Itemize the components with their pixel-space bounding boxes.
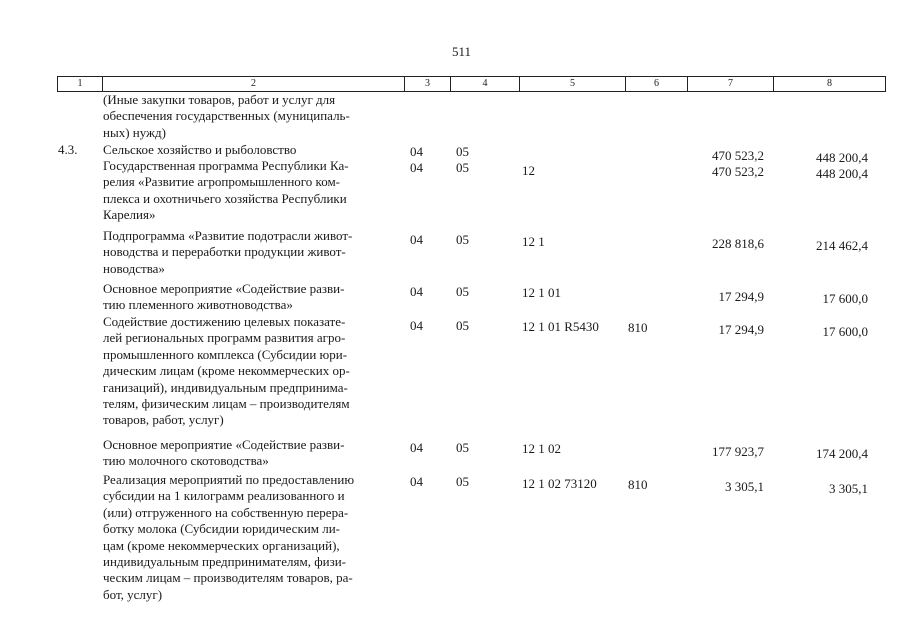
description-line: ганизаций), индивидуальным предпринима- bbox=[103, 379, 348, 395]
row-description bbox=[103, 281, 398, 314]
description-line: промышленного комплекса (Субсидии юри- bbox=[103, 346, 348, 362]
description-line: бот, услуг) bbox=[103, 586, 163, 602]
description-line: дическим лицам (кроме некоммерческих ор- bbox=[103, 363, 350, 379]
description-line: Государственная программа Республики Ка- bbox=[103, 158, 349, 173]
cell-expense-type: 810 bbox=[628, 477, 648, 492]
cell-target-code: 12 1 bbox=[522, 234, 545, 249]
description-line: обеспечения государственных (муниципаль- bbox=[103, 108, 350, 124]
row-description bbox=[103, 472, 398, 603]
cell-amount-2: 3 305,1 bbox=[829, 481, 868, 496]
cell-subsection: 05 bbox=[456, 318, 469, 333]
cell-amount-2: 448 200,4 bbox=[816, 166, 868, 181]
cell-target-code: 12 1 02 bbox=[522, 441, 561, 456]
description-line: Основное мероприятие «Содействие разви- bbox=[103, 437, 345, 452]
description-line: лей региональных программ развития агро- bbox=[103, 330, 346, 346]
description-line: плекса и охотничьего хозяйства Республики bbox=[103, 190, 347, 206]
cell-subsection: 05 bbox=[456, 474, 469, 489]
description-line: (или) отгруженного на собственную перера- bbox=[103, 504, 349, 520]
description-line: Подпрограмма «Развитие подотрасли живот- bbox=[103, 228, 353, 243]
description-line: ческим лицам – производителям товаров, ра- bbox=[103, 570, 353, 586]
row-description bbox=[103, 158, 398, 224]
description-line: тию молочного скотоводства» bbox=[103, 453, 269, 469]
header-col-8: 8 bbox=[827, 78, 832, 89]
cell-amount-2: 17 600,0 bbox=[822, 324, 868, 339]
description-line: новодства» bbox=[103, 260, 165, 276]
cell-section: 04 bbox=[410, 318, 423, 333]
cell-section: 04 bbox=[410, 160, 423, 175]
description-line: индивидуальным предпринимателям, физи- bbox=[103, 554, 347, 570]
cell-section: 04 bbox=[410, 144, 423, 159]
header-col-4: 4 bbox=[451, 77, 520, 91]
description-line: субсидии на 1 килограмм реализованного и bbox=[103, 488, 345, 504]
row-description bbox=[103, 228, 398, 277]
cell-section: 04 bbox=[410, 440, 423, 455]
description-line: цам (кроме некоммерческих организаций), bbox=[103, 537, 340, 553]
cell-section: 04 bbox=[410, 284, 423, 299]
cell-amount-1: 470 523,2 bbox=[712, 148, 764, 163]
header-col-2: 2 bbox=[103, 77, 405, 91]
cell-target-code: 12 1 01 bbox=[522, 285, 561, 300]
cell-target-code: 12 1 01 R5430 bbox=[522, 319, 599, 334]
cell-amount-1: 177 923,7 bbox=[712, 444, 764, 459]
cell-amount-2: 17 600,0 bbox=[822, 291, 868, 306]
cell-amount-2: 174 200,4 bbox=[816, 446, 868, 461]
cell-target-code: 12 bbox=[522, 163, 535, 178]
description-line: новодства и переработки продукции живот- bbox=[103, 244, 346, 260]
row-description bbox=[103, 437, 398, 470]
cell-amount-1: 470 523,2 bbox=[712, 164, 764, 179]
cell-subsection: 05 bbox=[456, 160, 469, 175]
cell-subsection: 05 bbox=[456, 232, 469, 247]
table-header-row bbox=[57, 76, 886, 92]
header-col-5: 5 bbox=[520, 77, 626, 91]
description-line: релия «Развитие агропромышленного ком- bbox=[103, 174, 341, 190]
cell-subsection: 05 bbox=[456, 440, 469, 455]
description-line: ных) нужд) bbox=[103, 124, 166, 140]
page-number: 511 bbox=[452, 44, 472, 59]
header-col-1: 1 bbox=[58, 77, 103, 91]
cell-amount-1: 228 818,6 bbox=[712, 236, 764, 251]
cell-section: 04 bbox=[410, 232, 423, 247]
description-line: товаров, работ, услуг) bbox=[103, 412, 224, 428]
cell-expense-type: 810 bbox=[628, 320, 648, 335]
row-description bbox=[103, 314, 398, 429]
row-description bbox=[103, 92, 398, 141]
cell-amount-1: 3 305,1 bbox=[725, 479, 764, 494]
description-line: ботку молока (Субсидии юридическим ли- bbox=[103, 521, 340, 537]
cell-target-code: 12 1 02 73120 bbox=[522, 476, 597, 491]
cell-subsection: 05 bbox=[456, 144, 469, 159]
header-col-6: 6 bbox=[626, 77, 688, 91]
description-line: Сельское хозяйство и рыболовство bbox=[103, 142, 297, 157]
header-col-3: 3 bbox=[405, 77, 451, 91]
description-line: Основное мероприятие «Содействие разви- bbox=[103, 281, 345, 296]
row-description bbox=[103, 142, 398, 158]
description-line: Содействие достижению целевых показате- bbox=[103, 314, 346, 329]
cell-amount-1: 17 294,9 bbox=[718, 289, 764, 304]
cell-amount-2: 214 462,4 bbox=[816, 238, 868, 253]
description-line: Реализация мероприятий по предоставлению bbox=[103, 472, 355, 487]
cell-amount-2: 448 200,4 bbox=[816, 150, 868, 165]
row-number: 4.3. bbox=[58, 142, 78, 157]
description-line: тию племенного животноводства» bbox=[103, 297, 293, 313]
cell-section: 04 bbox=[410, 474, 423, 489]
cell-amount-1: 17 294,9 bbox=[718, 322, 764, 337]
description-line: телям, физическим лицам – производителям bbox=[103, 396, 350, 412]
cell-subsection: 05 bbox=[456, 284, 469, 299]
header-col-7: 7 bbox=[688, 77, 774, 91]
description-line: Карелия» bbox=[103, 207, 156, 223]
description-line: (Иные закупки товаров, работ и услуг для bbox=[103, 92, 336, 107]
